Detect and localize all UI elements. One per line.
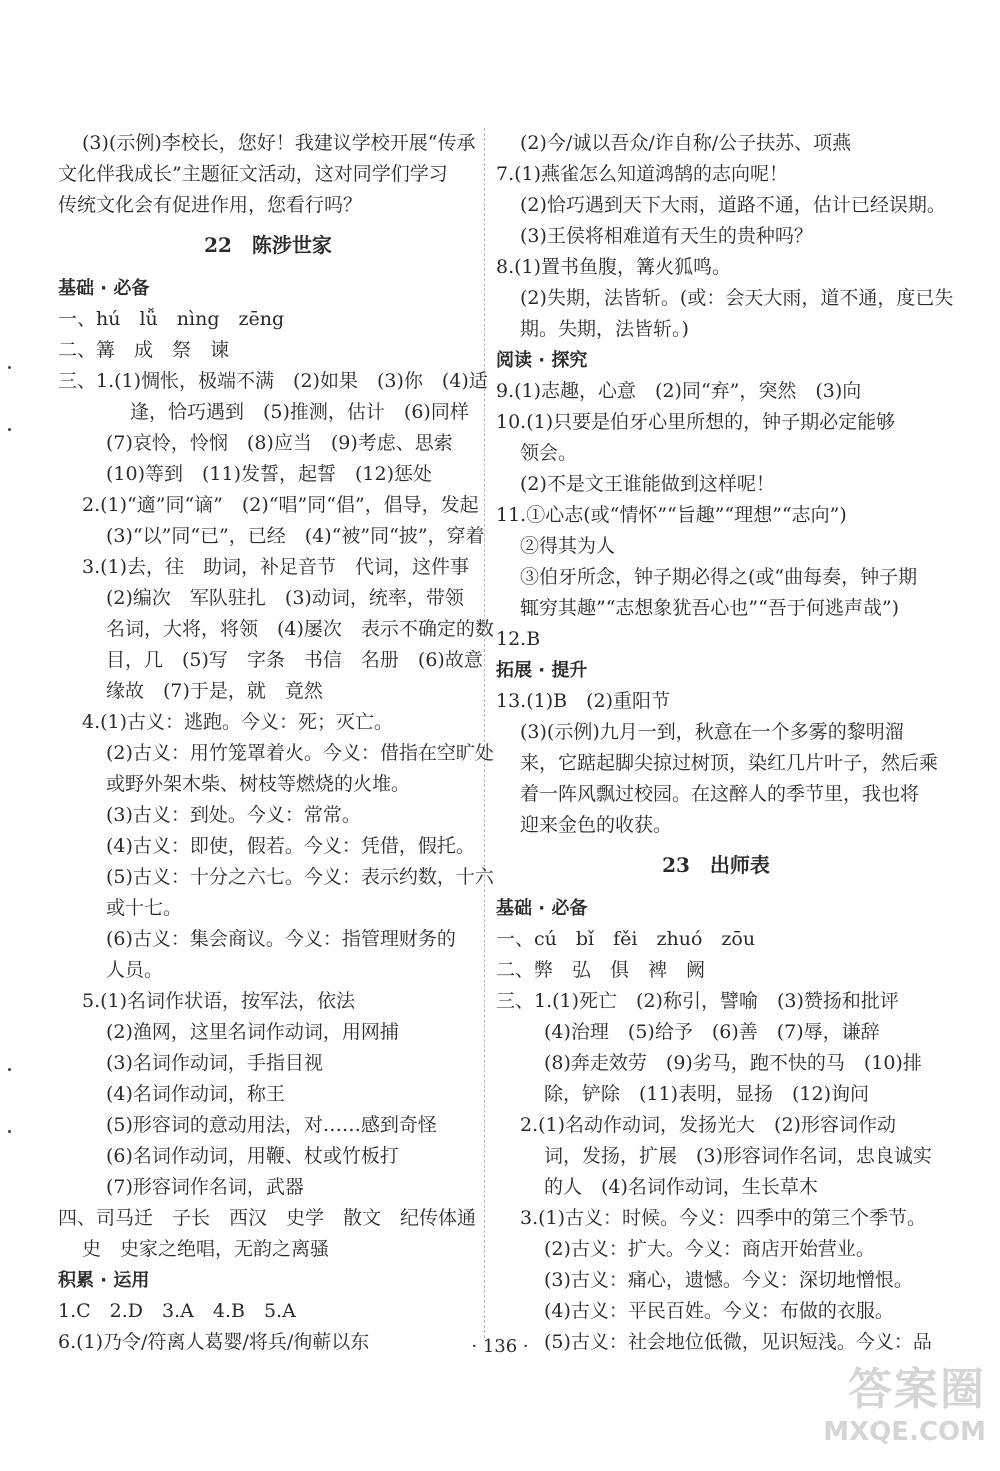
- section-heading: 拓展 · 提升: [496, 660, 588, 681]
- text-line: 13.(1)B (2)重阳节: [496, 690, 671, 712]
- text-line: 人员。: [106, 959, 164, 981]
- text-line: 领会。: [520, 442, 578, 464]
- column-divider: [484, 128, 485, 1338]
- text-line: 或十七。: [106, 897, 183, 919]
- text-line: (7)哀怜，怜悯 (8)应当 (9)考虑、思索: [106, 432, 453, 454]
- text-line: (3)王侯将相难道有天生的贵种吗？: [520, 225, 813, 247]
- text-line: (2)古义：扩大。今义：商店开始营业。: [544, 1238, 875, 1260]
- text-line: (4)古义：平民百姓。今义：布做的衣服。: [544, 1300, 894, 1322]
- text-line: (3)古义：痛心，遗憾。今义：深切地憎恨。: [544, 1269, 913, 1291]
- text-line: 迎来金色的收获。: [520, 814, 673, 836]
- text-line: (5)古义：社会地位低微，见识短浅。今义：品: [544, 1331, 932, 1353]
- text-line: 三、1.(1)死亡 (2)称引，譬喻 (3)赞扬和批评: [496, 990, 899, 1012]
- text-line: (3)(示例)李校长，您好！我建议学校开展“传承: [82, 132, 476, 154]
- scan-dot: [8, 428, 11, 431]
- text-line: 缘故 (7)于是，就 竟然: [106, 680, 323, 702]
- text-line: (2)恰巧遇到天下大雨，道路不通，估计已经误期。: [520, 194, 946, 216]
- watermark-url: MXQE.COM: [823, 1417, 986, 1447]
- text-line: 12.B: [496, 628, 541, 650]
- text-line: (2)编次 军队驻扎 (3)动词，统率，带领: [106, 587, 464, 609]
- text-line: 辄穷其趣”“志想象犹吾心也”“吾于何逃声哉”): [520, 597, 899, 619]
- text-line: 一、cú bǐ fěi zhuó zōu: [496, 928, 756, 950]
- lesson-title: 22 陈涉世家: [204, 233, 332, 257]
- text-line: (4)古义：即使，假若。今义：凭借，假托。: [106, 835, 475, 857]
- page-number: · 136 ·: [471, 1336, 529, 1357]
- text-line: 2.(1)“適”同“谪” (2)“唱”同“倡”，倡导，发起: [82, 494, 479, 516]
- text-line: 9.(1)志趣，心意 (2)同“弃”，突然 (3)向: [496, 380, 862, 402]
- text-line: (2)渔网，这里名词作动词，用网捕: [106, 1021, 399, 1043]
- left-column: [58, 128, 494, 1358]
- text-line: ②得其为人: [520, 535, 616, 557]
- text-line: 名词，大将，将领 (4)屡次 表示不确定的数: [106, 618, 494, 640]
- text-line: 4.(1)古义：逃跑。今义：死；灭亡。: [82, 711, 394, 733]
- text-line: 1.C 2.D 3.A 4.B 5.A: [58, 1300, 296, 1322]
- text-line: 8.(1)置书鱼腹，篝火狐鸣。: [496, 256, 732, 278]
- text-line: (4)名词作动词，称王: [106, 1083, 285, 1105]
- text-line: (3)(示例)九月一到，秋意在一个多雾的黎明溜: [520, 721, 904, 743]
- text-line: (2)不是文王谁能做到这样呢！: [520, 473, 775, 495]
- text-line: 10.(1)只要是伯牙心里所想的，钟子期必定能够: [496, 411, 896, 433]
- scan-dot: [8, 1068, 11, 1071]
- text-line: 目，几 (5)写 字条 书信 名册 (6)故意: [106, 649, 483, 671]
- text-line: 着一阵风飘过校园。在这醉人的季节里，我也将: [520, 783, 920, 805]
- lesson-title: 23 出师表: [662, 853, 770, 877]
- text-line: (6)古义：集会商议。今义：指管理财务的: [106, 928, 456, 950]
- text-line: 的人 (4)名词作动词，生长草木: [544, 1176, 818, 1198]
- text-line: 词，发扬，扩展 (3)形容词作名词，忠良诚实: [544, 1145, 932, 1167]
- right-column: [496, 128, 954, 1358]
- text-line: 一、hú lǚ nìng zēng: [58, 308, 285, 330]
- text-line: 四、司马迁 子长 西汉 史学 散文 纪传体通: [58, 1207, 477, 1229]
- text-line: 2.(1)名动作动词，发扬光大 (2)形容词作动: [520, 1114, 896, 1136]
- text-line: 除，铲除 (11)表明，显扬 (12)询问: [544, 1083, 870, 1105]
- text-line: 二、篝 成 祭 谏: [58, 339, 230, 361]
- text-line: (3)“以”同“已”，已经 (4)“被”同“披”，穿着: [106, 525, 485, 547]
- text-line: 期。失期，法皆斩。): [520, 318, 689, 340]
- text-line: (2)古义：用竹笼罩着火。今义：借指在空旷处: [106, 742, 494, 764]
- text-line: 或野外架木柴、树枝等燃烧的火堆。: [106, 773, 411, 795]
- text-line: (10)等到 (11)发誓，起誓 (12)惩处: [106, 463, 433, 485]
- section-heading: 阅读 · 探究: [496, 350, 588, 371]
- section-heading: 基础 · 必备: [496, 898, 588, 919]
- text-line: (8)奔走效劳 (9)劣马，跑不快的马 (10)排: [544, 1052, 922, 1074]
- scan-dot: [8, 366, 11, 369]
- watermark-text: 答案圈: [848, 1364, 986, 1415]
- text-line: 11.①心志(或“情怀”“旨趣”“理想”“志向”): [496, 504, 847, 526]
- text-line: 7.(1)燕雀怎么知道鸿鹄的志向呢！: [496, 163, 789, 185]
- text-line: 史 史家之绝唱，无韵之离骚: [82, 1238, 330, 1260]
- text-line: (5)古义：十分之六七。今义：表示约数，十六: [106, 866, 494, 888]
- text-line: (5)形容词的意动用法，对……感到奇怪: [106, 1114, 437, 1136]
- text-line: 逢，恰巧遇到 (5)推测，估计 (6)同样: [130, 401, 469, 423]
- watermark-logo: [786, 1353, 986, 1463]
- text-line: 来，它踮起脚尖掠过树顶，染红几片叶子，然后乘: [520, 752, 939, 774]
- text-line: (7)形容词作名词，武器: [106, 1176, 304, 1198]
- text-line: (2)失期，法皆斩。(或：会天大雨，道不通，度已失: [520, 287, 954, 309]
- text-line: 二、弊 弘 俱 裨 阙: [496, 959, 706, 981]
- text-line: 三、1.(1)惆怅，极端不满 (2)如果 (3)你 (4)适: [58, 370, 488, 392]
- section-heading: 积累 · 运用: [58, 1270, 150, 1291]
- text-line: (4)治理 (5)给予 (6)善 (7)辱，谦辞: [544, 1021, 880, 1043]
- text-line: 6.(1)乃令/符离人葛婴/将兵/徇蕲以东: [58, 1331, 370, 1353]
- text-line: 3.(1)古义：时候。今义：四季中的第三个季节。: [520, 1207, 927, 1229]
- text-line: (3)古义：到处。今义：常常。: [106, 804, 361, 826]
- section-heading: 基础 · 必备: [58, 278, 150, 299]
- text-line: 传统文化会有促进作用，您看行吗？: [58, 194, 363, 216]
- text-line: (6)名词作动词，用鞭、杖或竹板打: [106, 1145, 399, 1167]
- text-line: (3)名词作动词，手指目视: [106, 1052, 323, 1074]
- scan-dot: [8, 1130, 11, 1133]
- text-line: 文化伴我成长”主题征文活动，这对同学们学习: [58, 163, 448, 185]
- text-line: (2)今/诚以吾众/诈自称/公子扶苏、项燕: [520, 132, 852, 154]
- text-line: 3.(1)去，往 助词，补足音节 代词，这件事: [82, 556, 470, 578]
- text-line: ③伯牙所念，钟子期必得之(或“曲每奏，钟子期: [520, 566, 918, 588]
- text-line: 5.(1)名词作状语，按军法，依法: [82, 990, 356, 1012]
